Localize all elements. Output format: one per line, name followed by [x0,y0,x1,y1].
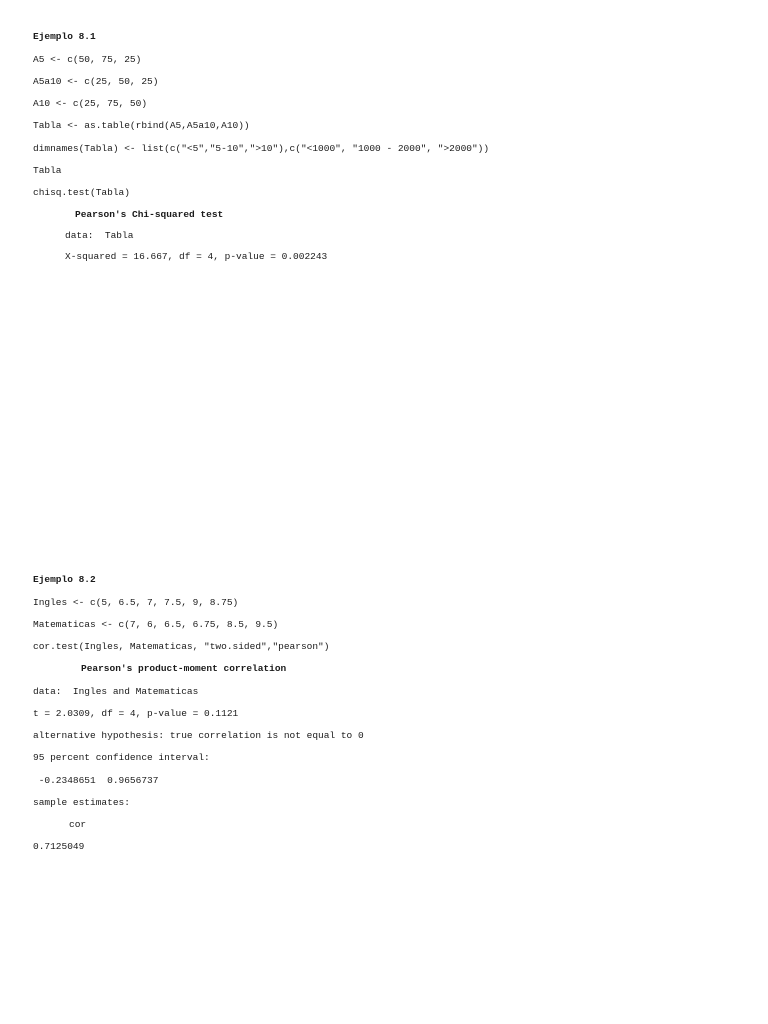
code-line: dimnames(Tabla) <- list(c("<5","5-10",">10"),c("<1000", "1000 - 2000", ">2000")) [33,143,490,154]
output-line: data: Ingles and Matematicas [33,686,199,697]
code-line: chisq.test(Tabla) [33,187,130,198]
output-line: data: Tabla [65,230,134,241]
test-title: Pearson's product-moment correlation [81,663,287,674]
output-line: alternative hypothesis: true correlation is not equal to 0 [33,730,364,741]
output-line: cor [69,819,87,830]
test-title: Pearson's Chi-squared test [75,209,224,220]
code-line: A5 <- c(50, 75, 25) [33,54,142,65]
code-line: A10 <- c(25, 75, 50) [33,98,148,109]
example1-heading: Ejemplo 8.1 [33,31,96,42]
output-line: 0.7125049 [33,841,85,852]
code-line: A5a10 <- c(25, 50, 25) [33,76,159,87]
code-line: cor.test(Ingles, Matematicas, "two.sided","pearson") [33,641,330,652]
code-line: Tabla <- as.table(rbind(A5,A5a10,A10)) [33,120,250,131]
output-line: t = 2.0309, df = 4, p-value = 0.1121 [33,708,239,719]
output-line: X-squared = 16.667, df = 4, p-value = 0.002243 [65,251,328,262]
example2-heading: Ejemplo 8.2 [33,574,96,585]
output-line: sample estimates: [33,797,130,808]
code-line: Tabla [33,165,62,176]
output-line: -0.2348651 0.9656737 [33,775,159,786]
code-line: Matematicas <- c(7, 6, 6.5, 6.75, 8.5, 9.5) [33,619,279,630]
output-line: 95 percent confidence interval: [33,752,210,763]
code-line: Ingles <- c(5, 6.5, 7, 7.5, 9, 8.75) [33,597,239,608]
